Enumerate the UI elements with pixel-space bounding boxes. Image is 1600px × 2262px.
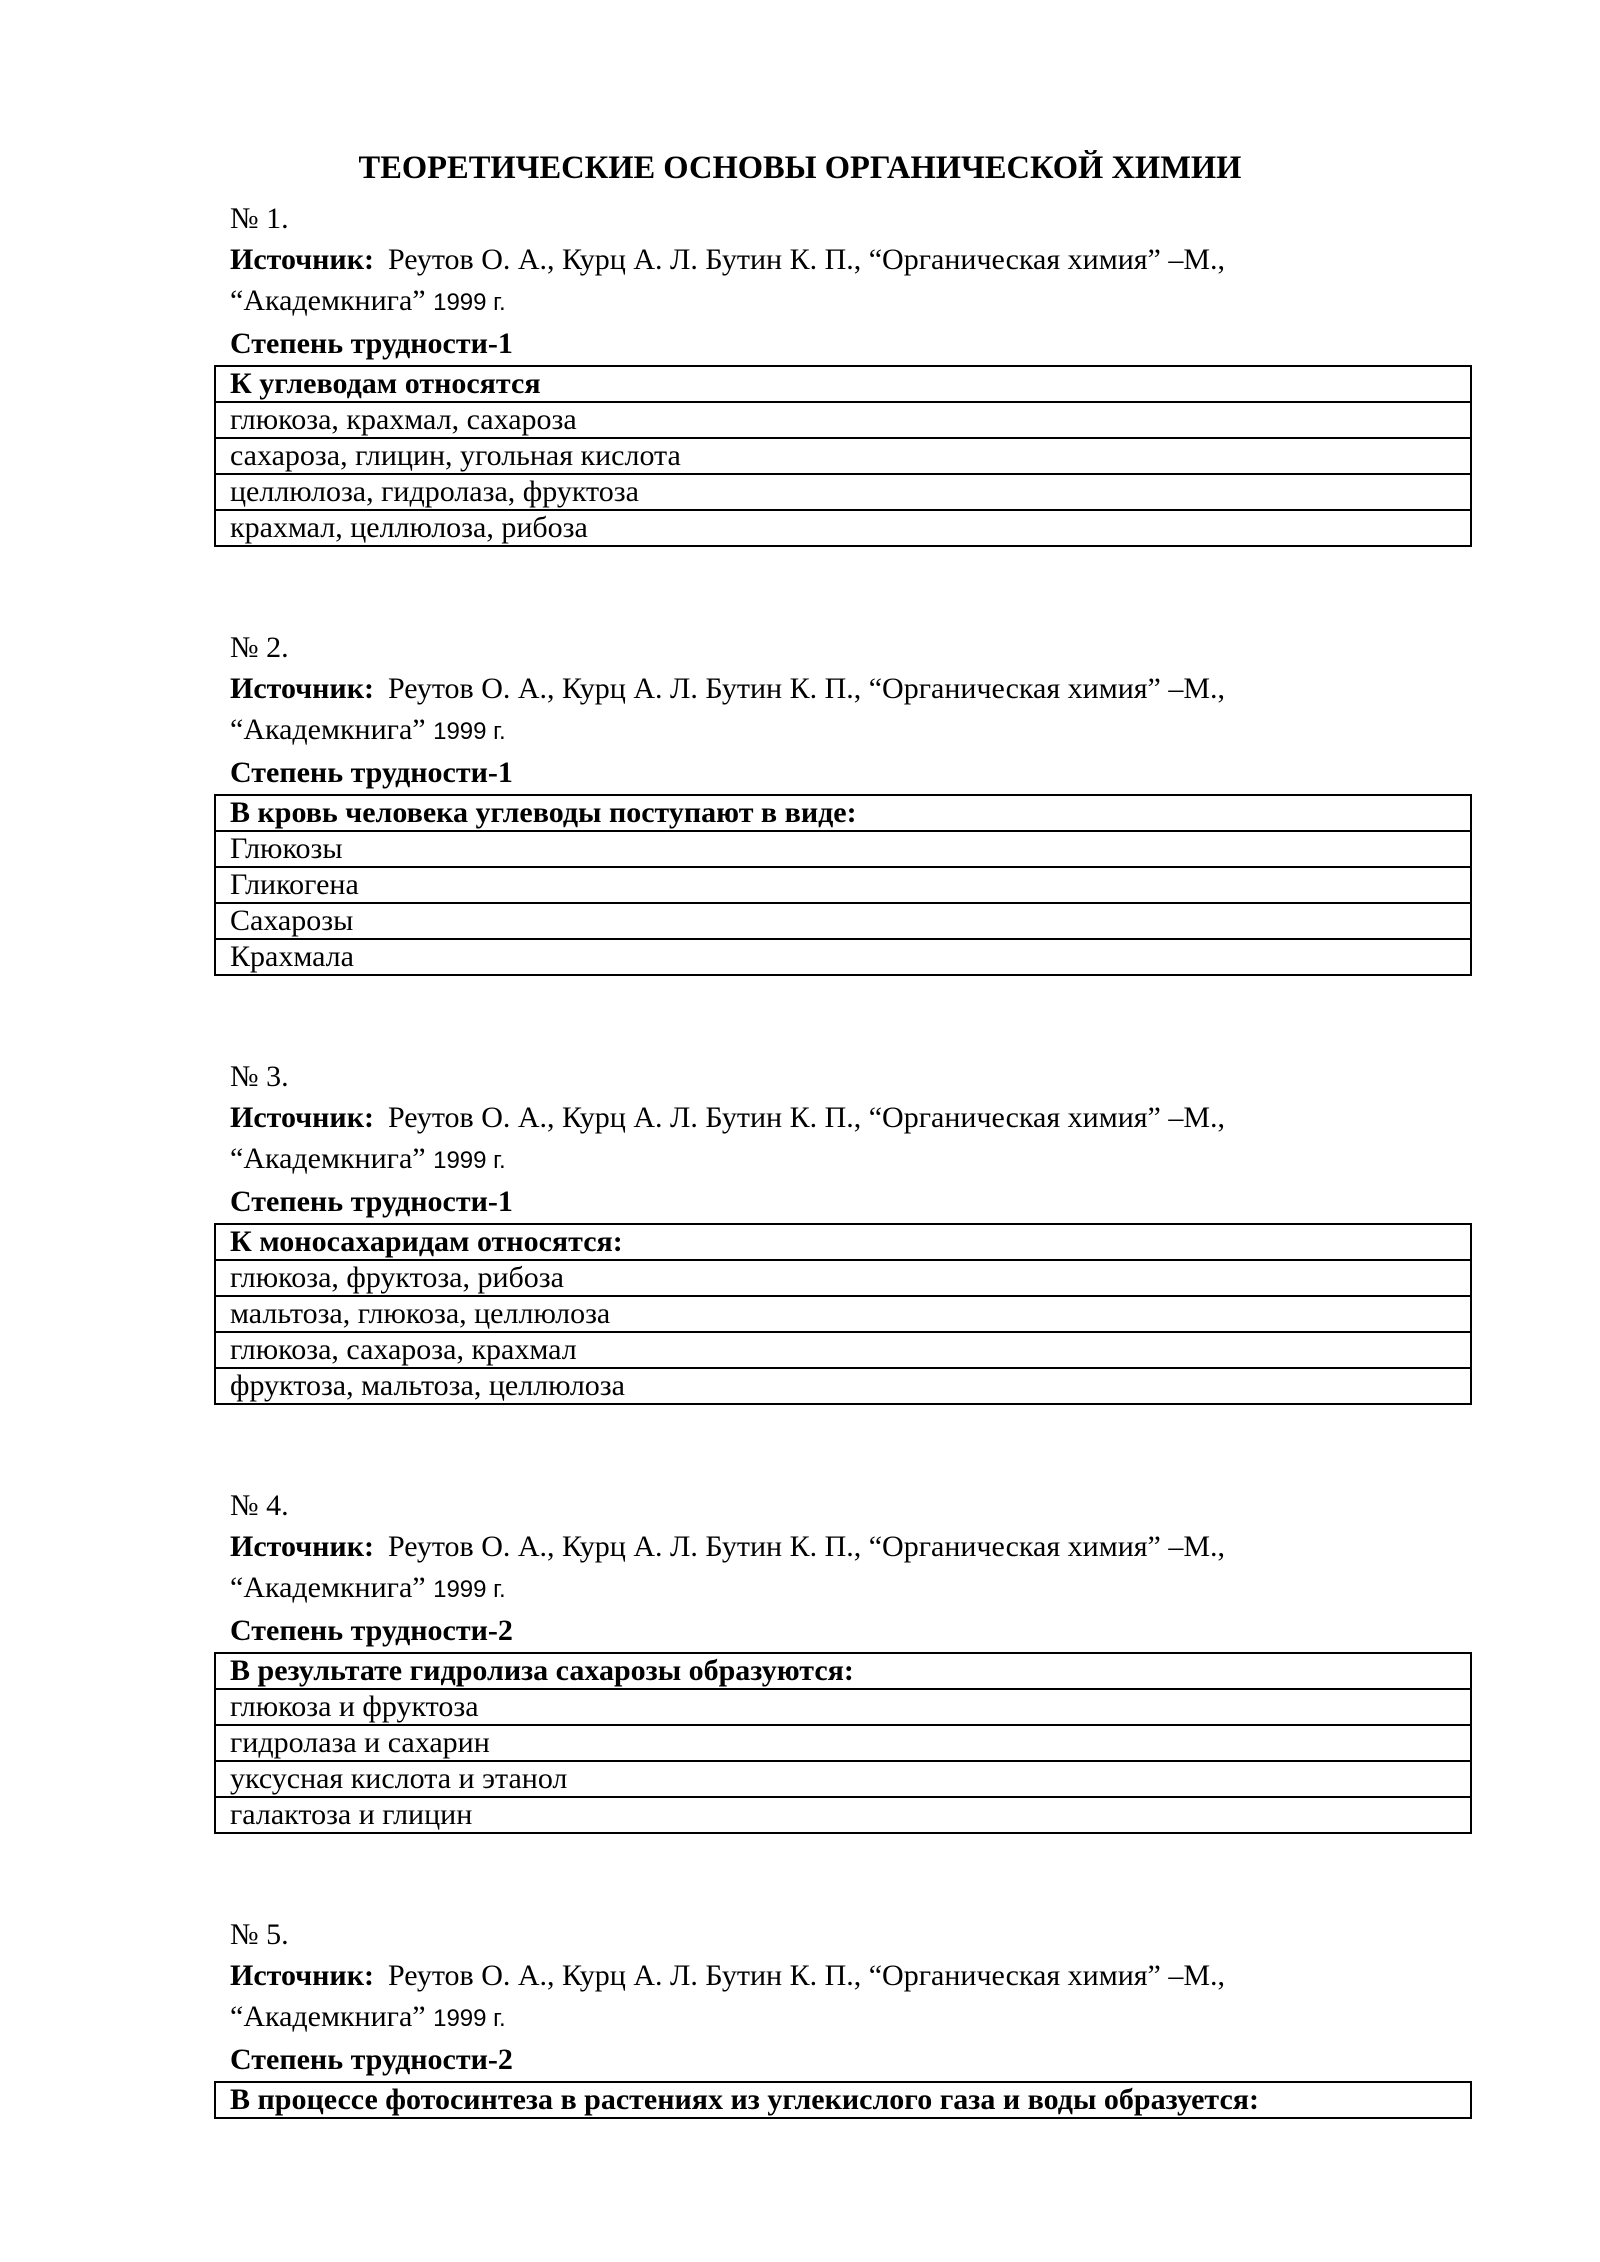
question-block bbox=[214, 198, 1472, 547]
source-publisher-line bbox=[214, 1996, 1472, 2039]
answer-option: фруктоза, мальтоза, целлюлоза bbox=[215, 1368, 1471, 1404]
table-row bbox=[215, 1797, 1471, 1833]
answer-option: глюкоза и фруктоза bbox=[215, 1689, 1471, 1725]
difficulty-level: Степень трудности-1 bbox=[230, 756, 513, 789]
source-label: Источник: bbox=[230, 672, 374, 705]
table-row bbox=[215, 939, 1471, 975]
answer-table bbox=[214, 1223, 1472, 1405]
answer-option: мальтоза, глюкоза, целлюлоза bbox=[215, 1296, 1471, 1332]
source-label: Источник: bbox=[230, 243, 374, 276]
answer-option: Крахмала bbox=[215, 939, 1471, 975]
source-text: Реутов О. А., Курц А. Л. Бутин К. П., “Органическая химия” –М., bbox=[387, 1530, 1226, 1563]
question-block bbox=[214, 1485, 1472, 1834]
source-year: 1999 г. bbox=[433, 718, 506, 745]
question-block bbox=[214, 1914, 1472, 2119]
answer-option: сахароза, глицин, угольная кислота bbox=[215, 438, 1471, 474]
source-publisher-line bbox=[214, 709, 1472, 752]
question-text: В результате гидролиза сахарозы образуются: bbox=[215, 1653, 1471, 1689]
question-number: № 2. bbox=[230, 631, 289, 664]
table-row bbox=[215, 1296, 1471, 1332]
table-row bbox=[215, 831, 1471, 867]
table-row bbox=[215, 1725, 1471, 1761]
question-block bbox=[214, 627, 1472, 976]
answer-table bbox=[214, 794, 1472, 976]
answer-option: Гликогена bbox=[215, 867, 1471, 903]
answer-table bbox=[214, 1652, 1472, 1834]
answer-option: глюкоза, крахмал, сахароза bbox=[215, 402, 1471, 438]
question-block bbox=[214, 1056, 1472, 1405]
question-text: В кровь человека углеводы поступают в виде: bbox=[215, 795, 1471, 831]
table-row bbox=[215, 1368, 1471, 1404]
difficulty-level: Степень трудности-2 bbox=[230, 1614, 513, 1647]
answer-option: уксусная кислота и этанол bbox=[215, 1761, 1471, 1797]
source-publisher-line bbox=[214, 1138, 1472, 1181]
source-label: Источник: bbox=[230, 1530, 374, 1563]
source-year: 1999 г. bbox=[433, 1576, 506, 1603]
table-row bbox=[215, 1689, 1471, 1725]
source-publisher-line bbox=[214, 280, 1472, 323]
table-row bbox=[215, 795, 1471, 831]
question-number: № 5. bbox=[230, 1918, 289, 1951]
question-text: К углеводам относятся bbox=[215, 366, 1471, 402]
difficulty-level: Степень трудности-2 bbox=[230, 2043, 513, 2076]
answer-option: Глюкозы bbox=[215, 831, 1471, 867]
source-publisher: “Академкнига” bbox=[230, 2000, 426, 2033]
answer-option: крахмал, целлюлоза, рибоза bbox=[215, 510, 1471, 546]
source-text: Реутов О. А., Курц А. Л. Бутин К. П., “Органическая химия” –М., bbox=[387, 1959, 1226, 1992]
source-line bbox=[214, 668, 1472, 709]
table-row bbox=[215, 2082, 1471, 2118]
table-row bbox=[215, 510, 1471, 546]
answer-option: целлюлоза, гидролаза, фруктоза bbox=[215, 474, 1471, 510]
source-label: Источник: bbox=[230, 1101, 374, 1134]
source-text: Реутов О. А., Курц А. Л. Бутин К. П., “Органическая химия” –М., bbox=[387, 243, 1226, 276]
source-text: Реутов О. А., Курц А. Л. Бутин К. П., “Органическая химия” –М., bbox=[387, 1101, 1226, 1134]
source-line bbox=[214, 1955, 1472, 1996]
answer-option: Сахарозы bbox=[215, 903, 1471, 939]
source-text: Реутов О. А., Курц А. Л. Бутин К. П., “Органическая химия” –М., bbox=[387, 672, 1226, 705]
answer-option: галактоза и глицин bbox=[215, 1797, 1471, 1833]
question-text: К моносахаридам относятся: bbox=[215, 1224, 1471, 1260]
source-publisher: “Академкнига” bbox=[230, 284, 426, 317]
source-publisher: “Академкнига” bbox=[230, 1142, 426, 1175]
answer-option: глюкоза, сахароза, крахмал bbox=[215, 1332, 1471, 1368]
question-number: № 3. bbox=[230, 1060, 289, 1093]
question-number: № 4. bbox=[230, 1489, 289, 1522]
source-publisher-line bbox=[214, 1567, 1472, 1610]
difficulty-level: Степень трудности-1 bbox=[230, 1185, 513, 1218]
answer-table bbox=[214, 2081, 1472, 2119]
table-row bbox=[215, 1260, 1471, 1296]
table-row bbox=[215, 1332, 1471, 1368]
question-number: № 1. bbox=[230, 202, 289, 235]
question-list bbox=[214, 198, 1472, 2119]
source-line bbox=[214, 1097, 1472, 1138]
source-year: 1999 г. bbox=[433, 2005, 506, 2032]
difficulty-level: Степень трудности-1 bbox=[230, 327, 513, 360]
source-label: Источник: bbox=[230, 1959, 374, 1992]
answer-option: гидролаза и сахарин bbox=[215, 1725, 1471, 1761]
table-row bbox=[215, 402, 1471, 438]
table-row bbox=[215, 1653, 1471, 1689]
source-year: 1999 г. bbox=[433, 1147, 506, 1174]
table-row bbox=[215, 438, 1471, 474]
table-row bbox=[215, 903, 1471, 939]
table-row bbox=[215, 1761, 1471, 1797]
table-row bbox=[215, 366, 1471, 402]
table-row bbox=[215, 474, 1471, 510]
source-year: 1999 г. bbox=[433, 289, 506, 316]
answer-option: глюкоза, фруктоза, рибоза bbox=[215, 1260, 1471, 1296]
question-text: В процессе фотосинтеза в растениях из углекислого газа и воды образуется: bbox=[215, 2082, 1471, 2118]
answer-table bbox=[214, 365, 1472, 547]
page-title: ТЕОРЕТИЧЕСКИЕ ОСНОВЫ ОРГАНИЧЕСКОЙ ХИМИИ bbox=[358, 150, 1242, 186]
source-publisher: “Академкнига” bbox=[230, 1571, 426, 1604]
source-line bbox=[214, 1526, 1472, 1567]
table-row bbox=[215, 1224, 1471, 1260]
table-row bbox=[215, 867, 1471, 903]
source-line bbox=[214, 239, 1472, 280]
source-publisher: “Академкнига” bbox=[230, 713, 426, 746]
